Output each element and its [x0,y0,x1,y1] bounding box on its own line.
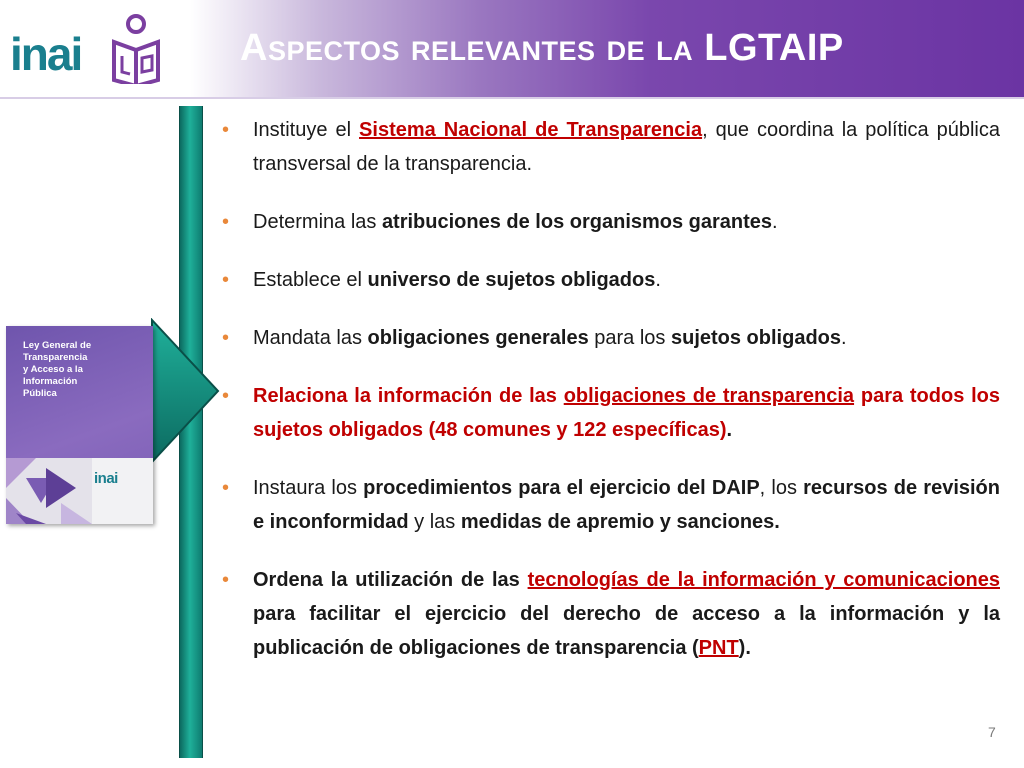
bullet-text: Instituye el [253,119,360,141]
book-title: Ley General de Transparencia y Acceso a la Información Pública [23,340,92,399]
bullet-list [218,113,1000,665]
bullet-item [218,563,1000,665]
bullet-item [218,113,1000,181]
book-brand: inai [94,470,118,487]
bullet-emphasis: para facilitar el ejercicio del derecho de acceso a la información y la publicación de obligaciones de transparencia ( [253,603,1000,659]
bullet-text: . [772,211,778,233]
bullet-emphasis: universo de sujetos obligados [367,269,656,291]
bullet-item [218,205,1000,239]
bullet-highlight: tecnologías de la información y comunicaciones [527,569,1000,591]
bullet-dot: • [222,327,230,349]
bullet-emphasis: obligaciones generales [367,327,589,349]
bullet-emphasis: recursos de revisión e inconformidad [253,477,1000,533]
bullet-item [218,263,1000,297]
bullet-text: para los [588,327,671,349]
logo-text: inai [10,28,82,80]
bullet-dot: • [222,569,230,591]
arrow-right-icon [150,318,220,464]
bullet-dot: • [222,385,230,407]
book-cover-pattern [6,458,92,524]
bullet-text: y las [408,511,461,533]
bullet-highlight: obligaciones de transparencia [563,385,855,407]
bullet-dot: • [222,211,230,233]
inai-logo [10,12,160,84]
law-book-cover [6,326,153,524]
bullet-emphasis: medidas de apremio y sanciones. [460,511,780,533]
bullet-emphasis: atribuciones de los organismos garantes [381,211,773,233]
page-number: 7 [988,724,996,740]
slide-header [0,0,1024,99]
bullet-text: Determina las [253,211,382,233]
bullet-emphasis: sujetos obligados [670,327,842,349]
bullet-highlight: Relaciona la información de las [253,385,564,407]
bullet-highlight: PNT [698,637,739,659]
bullet-text: , los [759,477,804,499]
bullet-emphasis: procedimientos para el ejercicio del DAIP [363,477,760,499]
book-cover-footer [6,458,153,524]
bullet-item [218,379,1000,447]
book-person-icon [114,16,158,84]
bullet-text: . [841,327,847,349]
bullet-dot: • [222,477,230,499]
bullet-highlight: para todos los sujetos obligados (48 comunes y 122 específicas) [253,385,1001,441]
bullet-dot: • [222,269,230,291]
bullet-text: Instaura los [253,477,364,499]
bullet-text: . [655,269,661,291]
bullet-text: Mandata las [253,327,368,349]
bullet-emphasis: Ordena la utilización de las [253,569,528,591]
bullet-highlight: Sistema Nacional de Transparencia [359,119,703,141]
bullet-item [218,321,1000,355]
bullet-emphasis: . [726,419,733,441]
bullet-item [218,471,1000,539]
bullet-text: Establece el [253,269,368,291]
bullet-dot: • [222,119,230,141]
slide-title: Aspectos relevantes de la LGTAIP [240,27,844,69]
bullet-text: , que coordina la política pública transversal de la transparencia. [253,119,1000,175]
bullet-emphasis: ). [738,637,751,659]
